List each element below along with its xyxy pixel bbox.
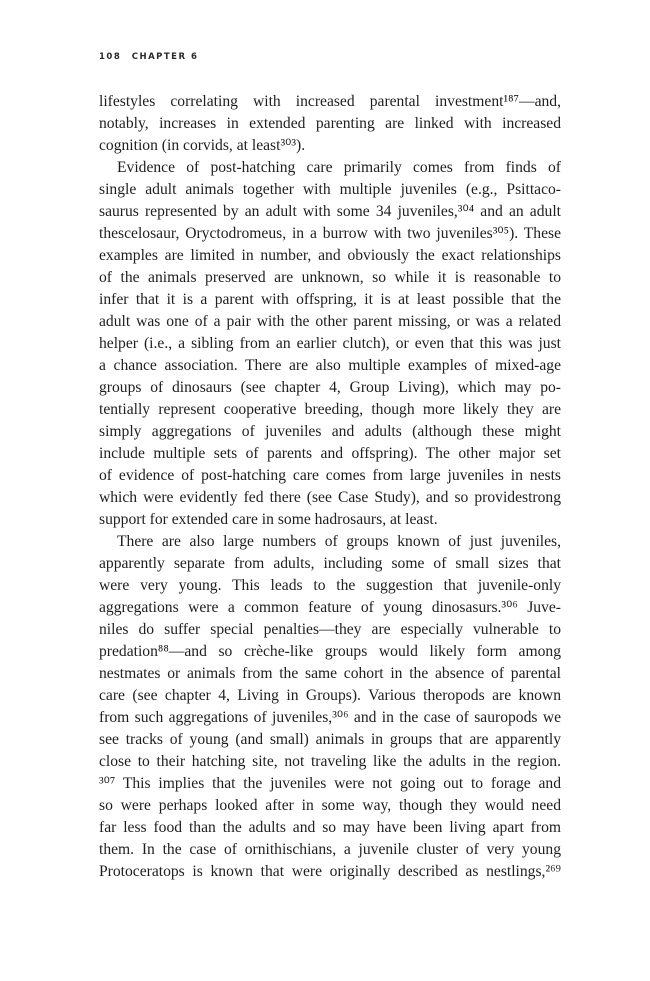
paragraph (99, 157, 561, 531)
text-line: Evidence of post-hatching care primarily comes from finds of (117, 159, 561, 176)
text-line: far less food than the adults and so may have been living apart from (99, 819, 561, 836)
page-number: 108 (99, 52, 122, 62)
text-line: close to their hatching site, not traveling like the adults in the region. (99, 753, 561, 770)
text-line: tentially represent cooperative breeding, though more likely they are (99, 401, 561, 418)
text-line: saurus represented by an adult with some 34 juveniles,³⁰⁴ and an adult (99, 203, 561, 220)
running-head (99, 52, 198, 62)
text-line: There are also large numbers of groups known of just juveniles, (117, 533, 561, 550)
text-line: them. In the case of ornithischians, a juvenile cluster of very young (99, 841, 561, 858)
text-line: were very young. This leads to the suggestion that juvenile-only (99, 577, 561, 594)
text-line: ³⁰⁷ This implies that the juveniles were not going out to forage and (99, 775, 561, 792)
text-line: include multiple sets of parents and offspring). The other major set (99, 445, 561, 462)
chapter-label: CHAPTER 6 (131, 52, 199, 62)
text-line: which were evidently fed there (see Case Study), and so providestrong (99, 489, 561, 506)
text-line: notably, increases in extended parenting are linked with increased (99, 115, 561, 132)
text-line: thescelosaur, Oryctodromeus, in a burrow with two juveniles³⁰⁵). These (99, 225, 561, 242)
text-line: see tracks of young (and small) animals in groups that are apparently (99, 731, 561, 748)
text-line: from such aggregations of juveniles,³⁰⁶ and in the case of sauropods we (99, 709, 561, 726)
text-line: single adult animals together with multiple juveniles (e.g., Psittaco- (99, 181, 561, 198)
text-line: so were perhaps looked after in some way, though they would need (99, 797, 561, 814)
text-line: apparently separate from adults, including some of small sizes that (99, 555, 561, 572)
text-line: cognition (in corvids, at least³⁰³). (99, 137, 306, 154)
paragraph (99, 531, 561, 883)
paragraph (99, 91, 561, 157)
text-line: simply aggregations of juveniles and adults (although these might (99, 423, 561, 440)
text-line: examples are limited in number, and obviously the exact relationships (99, 247, 561, 264)
text-line: infer that it is a parent with offspring, it is at least possible that the (99, 291, 561, 308)
text-line: of evidence of post-hatching care comes from large juveniles in nests (99, 467, 561, 484)
text-line: aggregations were a common feature of young dinosasurs.³⁰⁶ Juve- (99, 599, 561, 616)
text-line: niles do suffer special penalties—they are especially vulnerable to (99, 621, 561, 638)
text-line: predation⁸⁸—and so crèche-like groups would likely form among (99, 643, 561, 660)
text-line: adult was one of a pair with the other parent missing, or was a related (99, 313, 561, 330)
text-line: support for extended care in some hadrosaurs, at least. (99, 511, 438, 528)
text-line: Protoceratops is known that were originally described as nestlings,²⁶⁹ (99, 863, 561, 880)
text-line: nestmates or animals from the same cohort in the absence of parental (99, 665, 561, 682)
text-line: a chance association. There are also multiple examples of mixed-age (99, 357, 561, 374)
text-line: of the animals preserved are unknown, so while it is reasonable to (99, 269, 561, 286)
text-line: lifestyles correlating with increased parental investment¹⁸⁷—and, (99, 93, 561, 110)
text-line: helper (i.e., a sibling from an earlier clutch), or even that this was just (99, 335, 561, 352)
text-line: groups of dinosaurs (see chapter 4, Group Living), which may po- (99, 379, 561, 396)
text-line: care (see chapter 4, Living in Groups). Various theropods are known (99, 687, 561, 704)
body-text (99, 91, 561, 883)
